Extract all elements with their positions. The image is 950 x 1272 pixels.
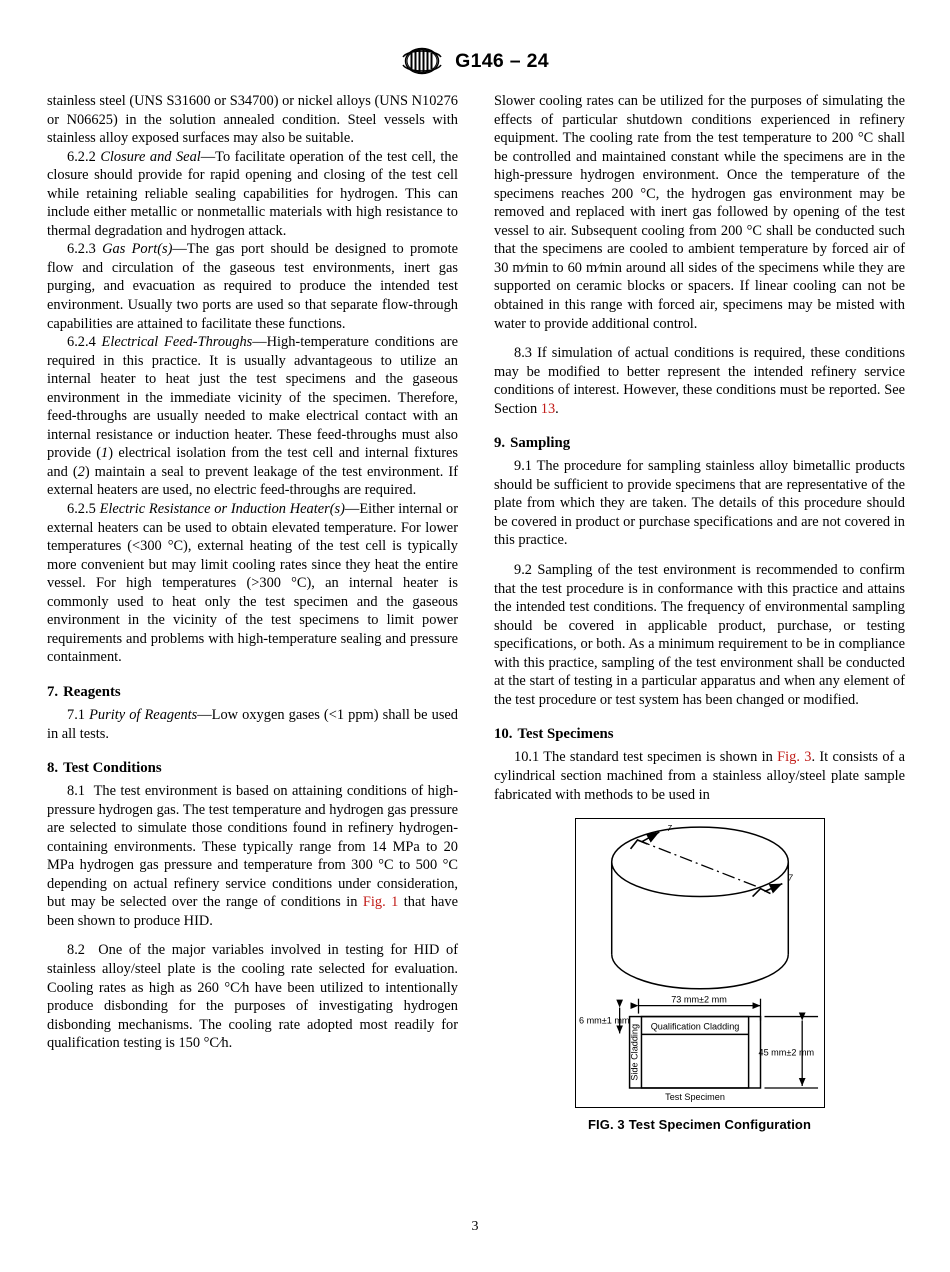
- figure-3-frame: [575, 818, 825, 1108]
- section-mark-right-label: 7: [787, 873, 793, 883]
- paragraph-8-1: [47, 782, 458, 930]
- standard-designation: G146 – 24: [455, 49, 549, 72]
- section-number: 7.: [47, 683, 59, 700]
- figure-caption-title: Test Specimen Configuration: [628, 1117, 812, 1133]
- right-column: [494, 92, 905, 1132]
- clause-body: —To facilitate operation of the test cell, the closure should provide for rapid opening and closing of the test cell while retaining reliable sealing capabilities for hydrogen. This can include either metallic or nonmetallic materials with high resistance to thermal degradation and hydrogen attack.: [47, 148, 458, 239]
- clause-body: —Low oxygen gases (<1 ppm) shall be used in all tests.: [47, 706, 459, 742]
- clause-body-b: that have been shown to produce HID.: [47, 894, 458, 929]
- clause-body-a: If simulation of actual conditions is required, these conditions may be modified to better represent the intended refinery service conditions of interest. However, these conditions must be reported. See Section: [494, 345, 905, 417]
- section-heading-8: [47, 743, 458, 782]
- clause-term: Purity of Reagents: [89, 706, 198, 723]
- section-number: 8.: [47, 760, 59, 777]
- clause-body: —The gas port should be designed to promote flow and circulation of the gaseous test environments, inert gas purging, and evacuation as required to produce the intended test environment. Usually two ports are used so that separate flow-through capabilities are attained to facilitate these functions.: [47, 241, 458, 332]
- section-mark-left-label: 7: [666, 824, 672, 834]
- section-number: 10.: [494, 726, 513, 743]
- side-cladding-label: Side Cladding: [629, 1023, 640, 1081]
- cylinder-top-ellipse: [611, 827, 788, 896]
- paragraph-10-1: [494, 748, 905, 804]
- page-number: 3: [471, 1219, 479, 1234]
- paragraph-8-2: [47, 941, 458, 1052]
- clause-number: 8.1: [67, 783, 85, 800]
- figure-3: [494, 818, 905, 1132]
- clause-body-b: .: [555, 400, 559, 417]
- paragraph-9-1: [494, 457, 905, 550]
- section-title: Test Specimens: [517, 726, 614, 743]
- astm-logo: [401, 46, 443, 76]
- section-heading-7: [47, 667, 458, 706]
- clause-body: —Either internal or external heaters can be used to obtain elevated temperature. For lower temperatures (<300 °C), external heating of the test cell is typically more convenient but may limit cooling rates since they heat the entire vessel. For high temperatures (>300 °C), an internal heater is commonly used to heat only the test specimen and the gaseous environment in the vicinity of the test specimens to limit power requirements and problems with high-temperature sealing and pressure containment.: [47, 501, 458, 666]
- clause-term: Closure and Seal: [100, 148, 201, 165]
- section-cut-centerline: [637, 840, 759, 888]
- left-column: [47, 92, 458, 1132]
- clause-number: 8.2: [67, 942, 85, 959]
- section-heading-9: [494, 418, 905, 457]
- list-item-marker-1: 1: [101, 445, 109, 462]
- section-heading-10: [494, 709, 905, 748]
- thickness-dimension-label: 6 mm±1 mm: [578, 1015, 630, 1026]
- paragraph-8-2-continued: Slower cooling rates can be utilized for the purposes of simulating the effects of particular shutdown conditions experienced in refinery equipment. The cooling rate from the test temperature to 200 °C shall be controlled and maintained constant while the specimens are in the high-pressure hydrogen environment. Once the temperature of the specimens reaches 200 °C, the hydrogen gas environment may be removed and replaced with inert gas followed by opening of the test vessel to air. Subsequent cooling from 200 °C shall be conducted such that the specimens are cooled to ambient temperature by forced air of 30 m∕min to 60 m∕min around all sides of the specimens while they are supported on ceramic blocks or spacers. If linear cooling can not be obtained in this range with forced air, specimens may be misted with water to provide additional control.: [494, 93, 905, 332]
- section-title: Sampling: [510, 435, 571, 452]
- figure-3-cross-reference-link[interactable]: Fig. 3: [777, 749, 812, 766]
- paragraph-6-2-3: [47, 240, 458, 333]
- clause-body-a: The test environment is based on attaining conditions of high-pressure hydrogen gas. The test temperature and hydrogen gas pressure are selected to simulate those conditions found in refinery hydrogen-containing environments. These typically range from 14 MPa to 20 MPa hydrogen gas pressure and temperature from 300 °C to 500 °C depending on actual refinery service conditions under consideration, but may be selected over the range of conditions in: [47, 783, 458, 911]
- clause-number: 9.2: [514, 562, 532, 579]
- section-13-cross-reference-link[interactable]: 13: [540, 400, 556, 417]
- paragraph-6-2-5: [47, 500, 458, 667]
- clause-number: 9.1: [514, 458, 532, 475]
- paragraph-6-2-2: [47, 148, 458, 241]
- document-body: [47, 92, 905, 1132]
- section-title: Reagents: [63, 683, 121, 700]
- paragraph-6-2-1-continued: stainless steel (UNS S31600 or S34700) or nickel alloys (UNS N10276 or N06625) in the solution annealed condition. Steel vessels with stainless alloy exposed surfaces may also be suitable.: [47, 93, 458, 147]
- clause-body: The procedure for sampling stainless alloy bimetallic products should be sufficient to provide specimens that are representative of the plate from which they are taken. The details of this procedure should be covered in product or purchase specifications and are not covered in this practice.: [494, 458, 905, 549]
- test-specimen-label: Test Specimen: [664, 1091, 725, 1102]
- clause-number: 6.2.3: [67, 241, 96, 258]
- clause-number: 6.2.2: [67, 148, 96, 165]
- clause-body-a: The standard test specimen is shown in: [543, 749, 778, 766]
- clause-body: One of the major variables involved in testing for HID of stainless alloy/steel plate is the cooling rate selected for evaluation. Cooling rates as high as 260 °C∕h have been utilized to intentionally produce disbonding for the purposes of investigating hydrogen disbonding mechanisms. The cooling rate adopted most readily for qualification testing is 150 °C∕h.: [47, 942, 458, 1052]
- clause-body-b: ) electrical isolation from the test cell and internal fixtures and (: [47, 445, 458, 480]
- paragraph-6-2-4: [47, 333, 458, 500]
- clause-body-c: ) maintain a seal to prevent leakage of the test environment. If external heaters are used, no electric feed-throughs are required.: [47, 463, 458, 499]
- clause-body-a: —High-temperature conditions are required in this practice. It is usually advantageous to utilize an internal heater to heat just the test specimens and the gaseous environment in the immediate vicinity of the specimen. Therefore, feed-throughs are usually needed to make electrical contact with an internal resistance or induction heater. These feed-throughs must also provide (: [47, 334, 458, 462]
- clause-body-b: . It consists of a cylindrical section machined from a stainless alloy/steel plate sample fabricated with methods to be used in: [494, 749, 905, 803]
- paragraph-9-2: [494, 561, 905, 709]
- clause-number: 6.2.5: [67, 501, 96, 518]
- clause-number: 10.1: [514, 749, 540, 766]
- clause-term: Electrical Feed-Throughs: [101, 334, 253, 351]
- test-specimen-diagram: [576, 819, 824, 1107]
- paragraph-8-3: [494, 344, 905, 418]
- clause-term: Electric Resistance or Induction Heater(s): [99, 501, 345, 518]
- section-number: 9.: [494, 435, 506, 452]
- clause-term: Gas Port(s): [102, 241, 173, 258]
- paragraph-7-1: [47, 706, 458, 743]
- figure-3-caption: [494, 1117, 905, 1132]
- width-dimension-label: 73 mm±2 mm: [670, 994, 727, 1005]
- qualification-cladding-label: Qualification Cladding: [650, 1021, 739, 1032]
- page-header: [0, 46, 950, 76]
- section-title: Test Conditions: [63, 760, 162, 777]
- cylinder-bottom-arc: [611, 954, 788, 989]
- figure-caption-number: FIG. 3: [587, 1117, 625, 1133]
- clause-number: 7.1: [67, 706, 85, 723]
- section-arrow-right: [752, 884, 782, 897]
- clause-body: Sampling of the test environment is recommended to confirm that the test procedure is in conformance with this practice and attains the intended test conditions. The frequency of environmental sampling should be covered in applicable product, purchase, or testing specifications, or both. As a minimum requirement to be in compliance with this practice, sampling of the test environment shall be conducted at the start of testing in a particular apparatus and when any element of the test procedure or test system has been changed or modified.: [494, 562, 905, 708]
- figure-1-cross-reference-link[interactable]: Fig. 1: [362, 894, 399, 911]
- clause-number: 6.2.4: [67, 334, 96, 351]
- height-dimension-label: 45 mm±2 mm: [758, 1047, 814, 1058]
- list-item-marker-2: 2: [77, 463, 85, 480]
- clause-number: 8.3: [514, 345, 532, 362]
